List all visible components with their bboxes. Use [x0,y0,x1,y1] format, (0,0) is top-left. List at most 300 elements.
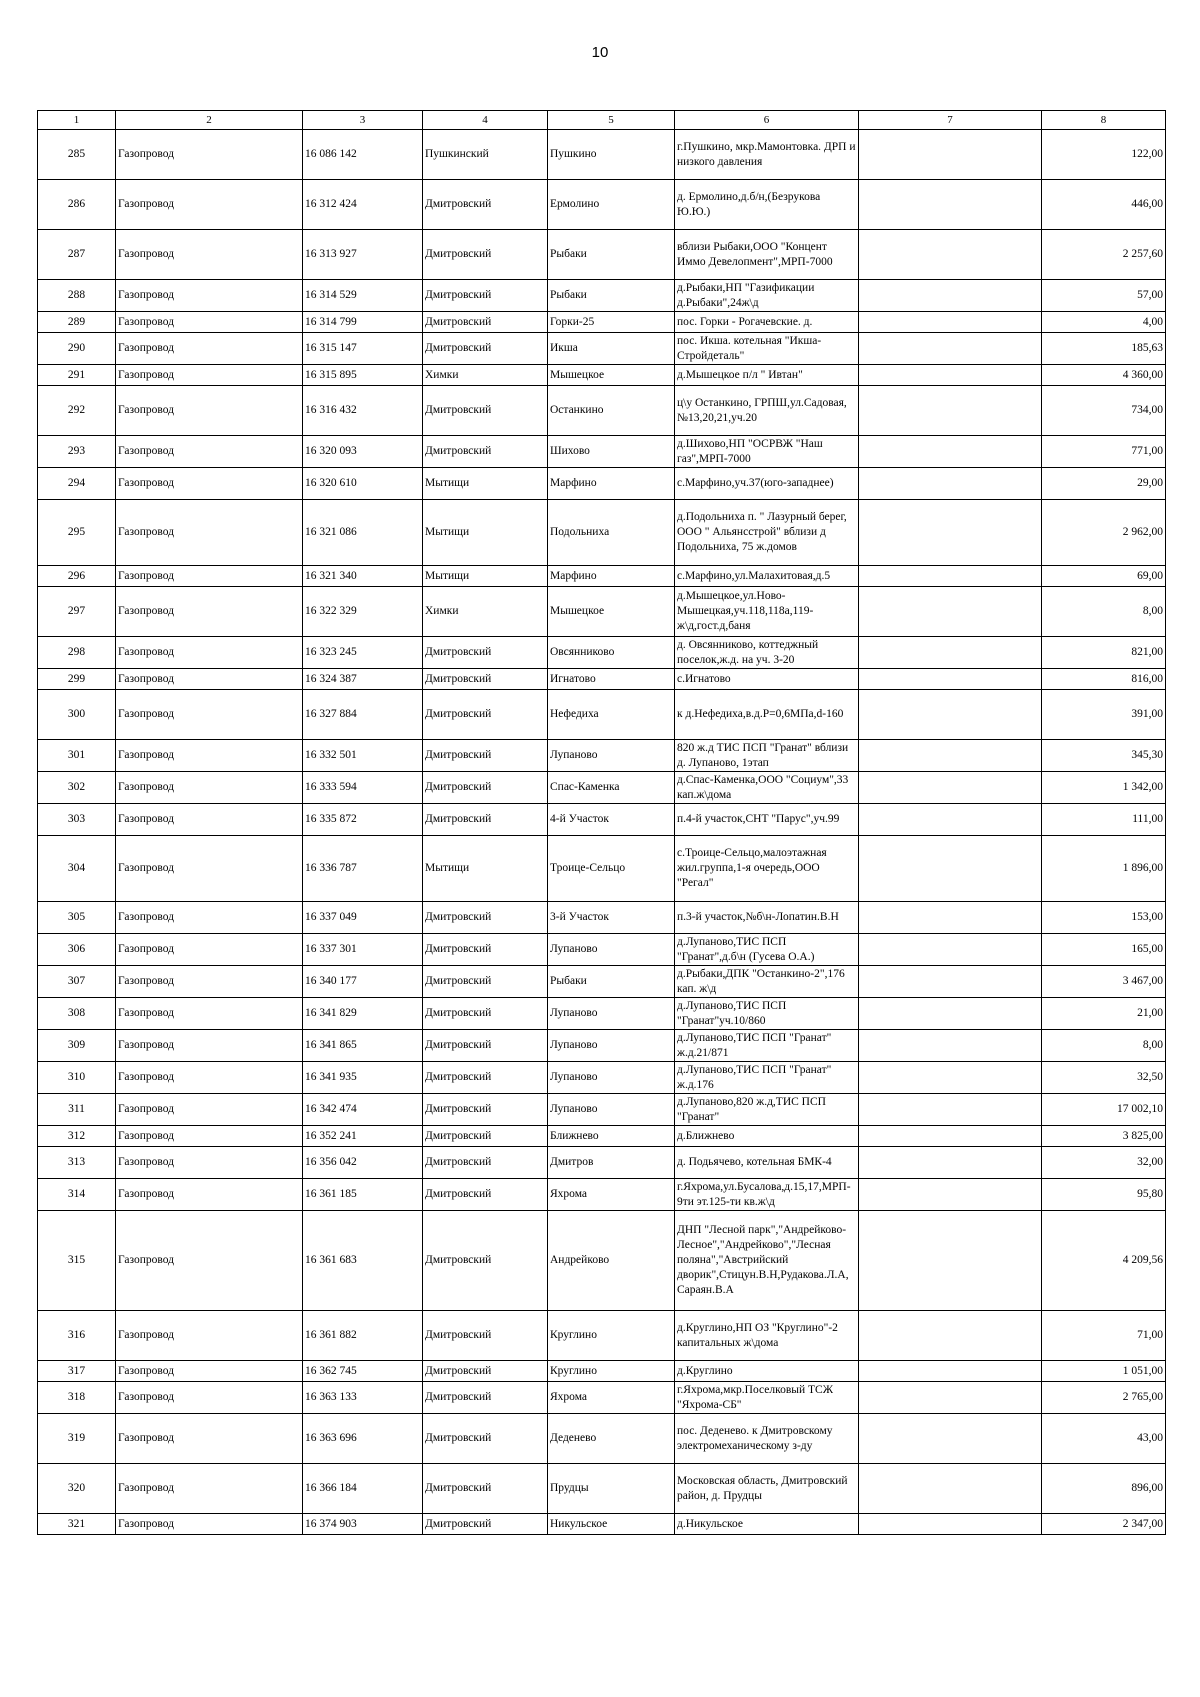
district-cell: Дмитровский [423,669,548,690]
row-number-cell: 307 [38,966,116,998]
object-code-cell: 16 341 935 [303,1062,423,1094]
length-value-cell: 816,00 [1042,669,1166,690]
length-value-cell: 1 896,00 [1042,836,1166,902]
row-number-cell: 293 [38,436,116,468]
object-type-cell: Газопровод [116,772,303,804]
table-row [38,1464,1166,1514]
locality-cell: Ближнево [548,1126,675,1147]
object-type-cell: Газопровод [116,1147,303,1179]
object-code-cell: 16 362 745 [303,1361,423,1382]
object-type-cell: Газопровод [116,902,303,934]
length-value-cell: 8,00 [1042,587,1166,637]
table-row [38,500,1166,566]
address-description-cell: д.Рыбаки,НП "Газификации д.Рыбаки",24ж\д [675,280,859,312]
row-number-cell: 318 [38,1382,116,1414]
locality-cell: Игнатово [548,669,675,690]
object-type-cell: Газопровод [116,1382,303,1414]
length-value-cell: 29,00 [1042,468,1166,500]
table-row [38,1126,1166,1147]
object-type-cell: Газопровод [116,1126,303,1147]
address-description-cell: д.Круглино [675,1361,859,1382]
object-code-cell: 16 333 594 [303,772,423,804]
address-description-cell: д. Подьячево, котельная БМК-4 [675,1147,859,1179]
notes-cell [859,365,1042,386]
row-number-cell: 287 [38,230,116,280]
notes-cell [859,1414,1042,1464]
object-code-cell: 16 337 301 [303,934,423,966]
row-number-cell: 289 [38,312,116,333]
address-description-cell: вблизи Рыбаки,ООО "Концент Иммо Девелопмент",МРП-7000 [675,230,859,280]
length-value-cell: 2 765,00 [1042,1382,1166,1414]
district-cell: Дмитровский [423,1211,548,1311]
locality-cell: Мышецкое [548,587,675,637]
object-type-cell: Газопровод [116,740,303,772]
length-value-cell: 1 051,00 [1042,1361,1166,1382]
address-description-cell: ДНП "Лесной парк","Андрейково-Лесное","Андрейково","Лесная поляна","Австрийский дворик",Стицун.В.Н,Рудакова.Л.А,Сараян.В.А [675,1211,859,1311]
district-cell: Дмитровский [423,998,548,1030]
address-description-cell: с.Марфино,ул.Малахитовая,д.5 [675,566,859,587]
address-description-cell: пос. Деденево. к Дмитровскому электромеханическому з-ду [675,1414,859,1464]
address-description-cell: п.4-й участок,СНТ "Парус",уч.99 [675,804,859,836]
address-description-cell: д.Никульское [675,1514,859,1535]
length-value-cell: 153,00 [1042,902,1166,934]
table-row [38,740,1166,772]
district-cell: Дмитровский [423,1361,548,1382]
locality-cell: Марфино [548,566,675,587]
district-cell: Дмитровский [423,637,548,669]
row-number-cell: 316 [38,1311,116,1361]
district-cell: Дмитровский [423,1464,548,1514]
district-cell: Химки [423,365,548,386]
address-description-cell: д.Лупаново,820 ж.д,ТИС ПСП "Гранат" [675,1094,859,1126]
locality-cell: Лупаново [548,1062,675,1094]
locality-cell: Подольниха [548,500,675,566]
object-code-cell: 16 340 177 [303,966,423,998]
length-value-cell: 345,30 [1042,740,1166,772]
address-description-cell: г.Яхрома,мкр.Поселковый ТСЖ "Яхрома-СБ" [675,1382,859,1414]
row-number-cell: 317 [38,1361,116,1382]
address-description-cell: д.Лупаново,ТИС ПСП "Гранат" ж.д.21/871 [675,1030,859,1062]
notes-cell [859,966,1042,998]
notes-cell [859,333,1042,365]
district-cell: Дмитровский [423,1030,548,1062]
district-cell: Мытищи [423,566,548,587]
object-type-cell: Газопровод [116,1514,303,1535]
registry-table [37,110,1166,1535]
district-cell: Химки [423,587,548,637]
locality-cell: Шихово [548,436,675,468]
object-type-cell: Газопровод [116,1030,303,1062]
object-type-cell: Газопровод [116,180,303,230]
length-value-cell: 3 825,00 [1042,1126,1166,1147]
table-row [38,130,1166,180]
length-value-cell: 43,00 [1042,1414,1166,1464]
row-number-cell: 311 [38,1094,116,1126]
address-description-cell: с.Игнатово [675,669,859,690]
address-description-cell: ц\у Останкино, ГРПШ,ул.Садовая,№13,20,21,уч.20 [675,386,859,436]
row-number-cell: 298 [38,637,116,669]
length-value-cell: 4 209,56 [1042,1211,1166,1311]
notes-cell [859,772,1042,804]
table-row [38,230,1166,280]
object-code-cell: 16 314 529 [303,280,423,312]
row-number-cell: 314 [38,1179,116,1211]
object-type-cell: Газопровод [116,966,303,998]
table-row [38,566,1166,587]
notes-cell [859,1062,1042,1094]
locality-cell: 3-й Участок [548,902,675,934]
object-code-cell: 16 312 424 [303,180,423,230]
district-cell: Дмитровский [423,1311,548,1361]
row-number-cell: 308 [38,998,116,1030]
object-type-cell: Газопровод [116,690,303,740]
length-value-cell: 71,00 [1042,1311,1166,1361]
length-value-cell: 57,00 [1042,280,1166,312]
column-header: 1 [38,111,116,130]
address-description-cell: г.Пушкино, мкр.Мамонтовка. ДРП и низкого давления [675,130,859,180]
notes-cell [859,180,1042,230]
district-cell: Дмитровский [423,740,548,772]
district-cell: Дмитровский [423,386,548,436]
locality-cell: Марфино [548,468,675,500]
notes-cell [859,669,1042,690]
length-value-cell: 4 360,00 [1042,365,1166,386]
notes-cell [859,230,1042,280]
row-number-cell: 304 [38,836,116,902]
object-type-cell: Газопровод [116,587,303,637]
district-cell: Дмитровский [423,436,548,468]
notes-cell [859,130,1042,180]
object-type-cell: Газопровод [116,130,303,180]
column-header: 6 [675,111,859,130]
notes-cell [859,934,1042,966]
object-type-cell: Газопровод [116,333,303,365]
object-type-cell: Газопровод [116,1464,303,1514]
district-cell: Дмитровский [423,1414,548,1464]
object-code-cell: 16 324 387 [303,669,423,690]
locality-cell: Никульское [548,1514,675,1535]
length-value-cell: 8,00 [1042,1030,1166,1062]
notes-cell [859,740,1042,772]
row-number-cell: 286 [38,180,116,230]
locality-cell: Лупаново [548,1094,675,1126]
notes-cell [859,500,1042,566]
length-value-cell: 821,00 [1042,637,1166,669]
length-value-cell: 17 002,10 [1042,1094,1166,1126]
locality-cell: Лупаново [548,740,675,772]
length-value-cell: 734,00 [1042,386,1166,436]
notes-cell [859,312,1042,333]
notes-cell [859,280,1042,312]
locality-cell: Лупаново [548,1030,675,1062]
object-type-cell: Газопровод [116,1094,303,1126]
object-code-cell: 16 315 147 [303,333,423,365]
notes-cell [859,1179,1042,1211]
row-number-cell: 319 [38,1414,116,1464]
district-cell: Мытищи [423,500,548,566]
row-number-cell: 313 [38,1147,116,1179]
locality-cell: Деденево [548,1414,675,1464]
object-code-cell: 16 363 133 [303,1382,423,1414]
locality-cell: Лупаново [548,934,675,966]
table-row [38,966,1166,998]
row-number-cell: 303 [38,804,116,836]
locality-cell: Троице-Сельцо [548,836,675,902]
object-type-cell: Газопровод [116,365,303,386]
locality-cell: Овсянниково [548,637,675,669]
object-type-cell: Газопровод [116,1211,303,1311]
row-number-cell: 305 [38,902,116,934]
column-number-row [38,111,1166,130]
column-header: 7 [859,111,1042,130]
object-code-cell: 16 315 895 [303,365,423,386]
length-value-cell: 2 347,00 [1042,1514,1166,1535]
district-cell: Дмитровский [423,1062,548,1094]
object-code-cell: 16 352 241 [303,1126,423,1147]
address-description-cell: д.Спас-Каменка,ООО "Социум",33 кап.ж\дома [675,772,859,804]
column-header: 2 [116,111,303,130]
district-cell: Дмитровский [423,333,548,365]
row-number-cell: 302 [38,772,116,804]
address-description-cell: д. Ермолино,д.б/н,(Безрукова Ю.Ю.) [675,180,859,230]
locality-cell: Мышецкое [548,365,675,386]
object-type-cell: Газопровод [116,436,303,468]
table-row [38,836,1166,902]
object-code-cell: 16 341 829 [303,998,423,1030]
locality-cell: Спас-Каменка [548,772,675,804]
table-row [38,1062,1166,1094]
district-cell: Мытищи [423,836,548,902]
table-row [38,669,1166,690]
table-row [38,772,1166,804]
table-row [38,386,1166,436]
table-row [38,1179,1166,1211]
locality-cell: Круглино [548,1311,675,1361]
district-cell: Дмитровский [423,1147,548,1179]
locality-cell: Пушкино [548,130,675,180]
object-code-cell: 16 337 049 [303,902,423,934]
notes-cell [859,436,1042,468]
table-row [38,1094,1166,1126]
table-row [38,1414,1166,1464]
notes-cell [859,587,1042,637]
object-type-cell: Газопровод [116,1414,303,1464]
table-row [38,280,1166,312]
address-description-cell: с.Марфино,уч.37(юго-западнее) [675,468,859,500]
locality-cell: Лупаново [548,998,675,1030]
page-number: 10 [591,44,609,61]
table-row [38,902,1166,934]
object-type-cell: Газопровод [116,566,303,587]
address-description-cell: д.Шихово,НП "ОСРВЖ "Наш газ",МРП-7000 [675,436,859,468]
length-value-cell: 3 467,00 [1042,966,1166,998]
address-description-cell: к д.Нефедиха,в.д.Р=0,6МПа,d-160 [675,690,859,740]
table-row [38,1311,1166,1361]
locality-cell: Ермолино [548,180,675,230]
object-code-cell: 16 342 474 [303,1094,423,1126]
object-code-cell: 16 313 927 [303,230,423,280]
row-number-cell: 294 [38,468,116,500]
address-description-cell: д.Мышецкое,ул.Ново-Мышецкая,уч.118,118а,119-ж\д,гост.д,баня [675,587,859,637]
address-description-cell: д.Лупаново,ТИС ПСП "Гранат",д.б\н (Гусева О.А.) [675,934,859,966]
table-row [38,365,1166,386]
table-row [38,1147,1166,1179]
object-code-cell: 16 316 432 [303,386,423,436]
object-code-cell: 16 361 185 [303,1179,423,1211]
object-code-cell: 16 336 787 [303,836,423,902]
length-value-cell: 32,00 [1042,1147,1166,1179]
length-value-cell: 4,00 [1042,312,1166,333]
district-cell: Дмитровский [423,1382,548,1414]
row-number-cell: 297 [38,587,116,637]
object-type-cell: Газопровод [116,836,303,902]
table-row [38,1361,1166,1382]
length-value-cell: 896,00 [1042,1464,1166,1514]
district-cell: Дмитровский [423,772,548,804]
address-description-cell: д.Круглино,НП ОЗ "Круглино"-2 капитальных ж\дома [675,1311,859,1361]
row-number-cell: 299 [38,669,116,690]
length-value-cell: 95,80 [1042,1179,1166,1211]
address-description-cell: д.Ближнево [675,1126,859,1147]
length-value-cell: 122,00 [1042,130,1166,180]
locality-cell: Рыбаки [548,966,675,998]
address-description-cell: д.Лупаново,ТИС ПСП "Гранат" ж.д.176 [675,1062,859,1094]
object-type-cell: Газопровод [116,637,303,669]
locality-cell: Останкино [548,386,675,436]
notes-cell [859,902,1042,934]
notes-cell [859,1514,1042,1535]
column-header: 3 [303,111,423,130]
address-description-cell: д.Мышецкое п/л " Ивтан" [675,365,859,386]
notes-cell [859,998,1042,1030]
object-type-cell: Газопровод [116,669,303,690]
object-type-cell: Газопровод [116,386,303,436]
row-number-cell: 315 [38,1211,116,1311]
table-row [38,934,1166,966]
district-cell: Дмитровский [423,1126,548,1147]
notes-cell [859,1211,1042,1311]
object-code-cell: 16 374 903 [303,1514,423,1535]
district-cell: Мытищи [423,468,548,500]
table-row [38,333,1166,365]
address-description-cell: с.Троице-Сельцо,малоэтажная жил.группа,1-я очередь,ООО "Регал" [675,836,859,902]
notes-cell [859,836,1042,902]
length-value-cell: 165,00 [1042,934,1166,966]
object-type-cell: Газопровод [116,1179,303,1211]
table-body [38,130,1166,1535]
locality-cell: Икша [548,333,675,365]
row-number-cell: 320 [38,1464,116,1514]
column-header: 4 [423,111,548,130]
object-type-cell: Газопровод [116,468,303,500]
object-code-cell: 16 366 184 [303,1464,423,1514]
row-number-cell: 290 [38,333,116,365]
row-number-cell: 295 [38,500,116,566]
object-code-cell: 16 314 799 [303,312,423,333]
table-row [38,436,1166,468]
locality-cell: Рыбаки [548,230,675,280]
locality-cell: Круглино [548,1361,675,1382]
notes-cell [859,1361,1042,1382]
object-code-cell: 16 323 245 [303,637,423,669]
object-type-cell: Газопровод [116,934,303,966]
object-code-cell: 16 320 610 [303,468,423,500]
length-value-cell: 446,00 [1042,180,1166,230]
object-code-cell: 16 361 882 [303,1311,423,1361]
locality-cell: Дмитров [548,1147,675,1179]
address-description-cell: д.Лупаново,ТИС ПСП "Гранат"уч.10/860 [675,998,859,1030]
notes-cell [859,468,1042,500]
notes-cell [859,1147,1042,1179]
object-type-cell: Газопровод [116,1062,303,1094]
length-value-cell: 2 962,00 [1042,500,1166,566]
notes-cell [859,386,1042,436]
object-type-cell: Газопровод [116,500,303,566]
object-type-cell: Газопровод [116,312,303,333]
district-cell: Дмитровский [423,690,548,740]
address-description-cell: д. Овсянниково, коттеджный поселок,ж.д. на уч. 3-20 [675,637,859,669]
district-cell: Дмитровский [423,180,548,230]
object-code-cell: 16 363 696 [303,1414,423,1464]
object-code-cell: 16 356 042 [303,1147,423,1179]
object-type-cell: Газопровод [116,998,303,1030]
row-number-cell: 300 [38,690,116,740]
row-number-cell: 285 [38,130,116,180]
table-row [38,180,1166,230]
table-row [38,468,1166,500]
district-cell: Дмитровский [423,966,548,998]
row-number-cell: 309 [38,1030,116,1062]
length-value-cell: 185,63 [1042,333,1166,365]
notes-cell [859,1126,1042,1147]
object-code-cell: 16 321 340 [303,566,423,587]
row-number-cell: 321 [38,1514,116,1535]
locality-cell: Андрейково [548,1211,675,1311]
notes-cell [859,690,1042,740]
table-row [38,637,1166,669]
object-type-cell: Газопровод [116,804,303,836]
object-code-cell: 16 321 086 [303,500,423,566]
length-value-cell: 32,50 [1042,1062,1166,1094]
row-number-cell: 288 [38,280,116,312]
locality-cell: 4-й Участок [548,804,675,836]
address-description-cell: пос. Икша. котельная "Икша-Стройдеталь" [675,333,859,365]
object-type-cell: Газопровод [116,1311,303,1361]
row-number-cell: 301 [38,740,116,772]
object-type-cell: Газопровод [116,1361,303,1382]
table-row [38,1514,1166,1535]
district-cell: Дмитровский [423,1514,548,1535]
district-cell: Дмитровский [423,902,548,934]
notes-cell [859,1311,1042,1361]
notes-cell [859,637,1042,669]
district-cell: Дмитровский [423,1179,548,1211]
district-cell: Дмитровский [423,230,548,280]
table-row [38,998,1166,1030]
object-code-cell: 16 327 884 [303,690,423,740]
table-row [38,804,1166,836]
object-code-cell: 16 332 501 [303,740,423,772]
object-code-cell: 16 335 872 [303,804,423,836]
address-description-cell: 820 ж.д ТИС ПСП "Гранат" вблизи д. Лупаново, 1этап [675,740,859,772]
locality-cell: Яхрома [548,1382,675,1414]
locality-cell: Горки-25 [548,312,675,333]
district-cell: Дмитровский [423,934,548,966]
object-type-cell: Газопровод [116,230,303,280]
district-cell: Дмитровский [423,804,548,836]
row-number-cell: 292 [38,386,116,436]
notes-cell [859,1094,1042,1126]
